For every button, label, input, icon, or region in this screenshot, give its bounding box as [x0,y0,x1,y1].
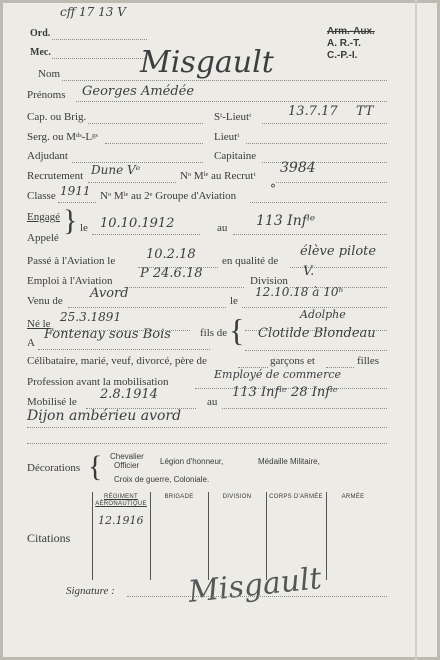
table-header-brigade: BRIGADE [164,494,194,500]
filles-label: filles [357,355,379,367]
table-header-division: DIVISION [222,494,252,500]
chevalier-label: Chevalier [110,452,144,461]
no-recrut-value: 3984 [280,160,316,176]
engage-unit: 113 Infⁱᵉ [256,213,316,229]
citation-regiment-value: 12.1916 [98,514,144,527]
reference-note: cff 17 13 V [60,5,126,19]
groupe-mark: ° [270,182,276,196]
division-value: V. [303,264,315,279]
a-label: A [27,337,35,349]
serg-label: Serg. ou Mᵈˢ-Lᵍˢ [27,131,98,143]
engage-au-label: au [217,222,228,234]
celibataire-label: Célibataire, marié, veuf, divorcé, père de [27,355,207,367]
classe-label: Classe [27,190,56,202]
s-lieut-date: 13.7.17 [288,104,338,119]
no-groupe-label: Nᵒ Mˡᵉ au 2ᵉ Groupe d'Aviation [100,190,237,202]
passe-label: Passé à l'Aviation le [27,255,116,267]
fils-de-label: fils de [200,327,228,339]
engage-date: 10.10.1912 [100,216,175,231]
mobilise-unit: 113 Infⁱᵉ 28 Infⁱᵉ [232,385,338,400]
recrutement-value: Dune Vᵉ [91,163,141,177]
qualite-value: élève pilote [300,244,377,259]
brace-3: { [88,450,103,483]
recrutement-label: Recrutement [27,170,84,182]
adjudant-label: Adjudant [27,150,68,162]
engage-le-label: le [80,222,88,234]
prenoms-value: Georges Amédée [82,84,195,99]
cpi-label: C.-P.-I. [327,50,358,61]
venu-de-value: Avord [90,286,129,301]
medaille-label: Médaille Militaire, [258,457,320,466]
classe-value: 1911 [60,184,91,198]
citations-label: Citations [27,531,71,545]
croix-label: Croix de guerre, Coloniale. [114,475,210,484]
art-label: A. R.-T. [327,38,361,49]
nom-value: Misgault [140,45,274,80]
table-header-armee: ARMÉE [341,494,365,500]
appele-label: Appelé [27,232,59,244]
table-header-regiment: RÉGIMENT AÉRONAUTIQUE [95,494,147,507]
emploi-value: P 24.6.18 [140,266,203,281]
legion-label: Légion d'honneur, [160,457,224,466]
brace-1: } [63,204,78,237]
capitaine-label: Capitaine [214,150,257,162]
qualite-label: en qualité de [222,255,279,267]
signature-value: Misgault [186,561,324,610]
mere-value: Clotilde Blondeau [258,326,376,341]
venu-de-label: Venu de [27,295,63,307]
mobilise-date: 2.8.1914 [100,387,158,402]
no-recrut-label: Nᵒ Mˡᵉ au Recrutᵗ [180,170,256,182]
engage-label: Engagé [27,211,60,223]
extra-line: Dijon ambérieu avord [27,408,182,424]
prenoms-label: Prénoms [27,89,66,101]
cap-brig-label: Cap. ou Brig. [27,111,87,123]
arm-aux-label: Arm.-Aux. [327,26,375,37]
lieut-label: Lieutᵗ [214,131,240,143]
s-lieut-label: Sᵗ-Lieutᵗ [214,111,252,123]
venu-le-label: le [230,295,238,307]
division-label: Division [250,275,288,287]
signature-label: Signature : [66,585,115,597]
ne-date: 25.3.1891 [60,310,122,324]
venu-date: 12.10.18 à 10ʰ [255,285,344,299]
profession-label: Profession avant la mobilisation [27,376,169,388]
mobilise-label: Mobilisé le [27,396,77,408]
pere-value: Adolphe [300,308,346,321]
passe-date: 10.2.18 [146,247,196,262]
table-header-corps: CORPS D'ARMÉE [269,494,323,500]
s-lieut-mark: TT [356,104,374,119]
officier-label: Officier [114,461,140,470]
garcons-label: garçons et [270,355,315,367]
lieu-naissance: Fontenay sous Bois [44,327,171,342]
decorations-label: Décorations [27,462,81,474]
ne-le-label: Né le [27,318,51,330]
mobilise-au-label: au [207,396,218,408]
emploi-label: Emploi à l'Aviation [27,275,113,287]
brace-2: { [229,312,245,348]
mec-label: Mec. [30,47,51,58]
nom-label: Nom [38,68,60,80]
ord-label: Ord. [30,28,51,39]
profession-value: Employé de commerce [214,368,341,381]
